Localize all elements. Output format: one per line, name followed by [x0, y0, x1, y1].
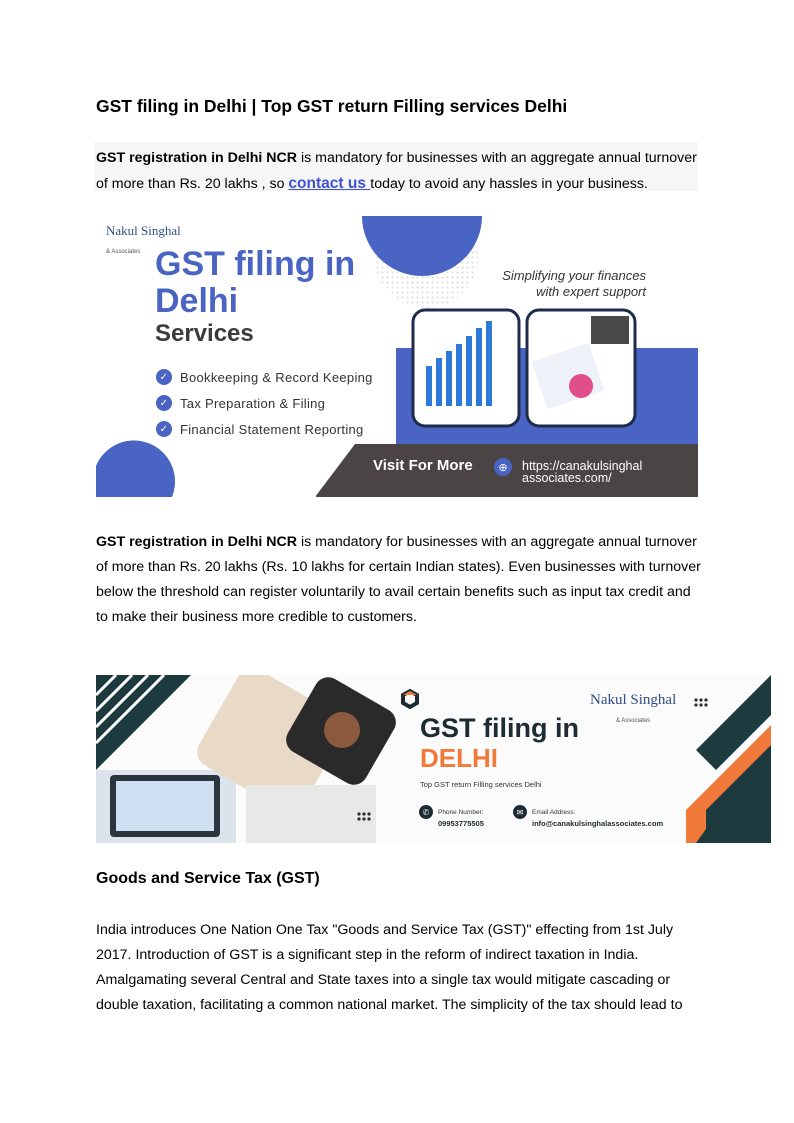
- url-line-1: https://canakulsinghal: [522, 459, 643, 473]
- tagline-line-2: with expert support: [536, 284, 646, 299]
- registration-paragraph: [96, 530, 716, 630]
- gst-line-1: India introduces One Nation One Tax "Goods and Service Tax (GST)" effecting from 1st July: [96, 922, 674, 938]
- gst-line-4: double taxation, facilitating a common national market. The simplicity of the tax should lead to: [96, 997, 683, 1013]
- intro-text-3: today to avoid any hassles in your business.: [370, 176, 648, 192]
- gst-line-2: 2017. Introduction of GST is a significant step in the reform of indirect taxation in India.: [96, 947, 639, 963]
- gst-line-3: Amalgamating several Central and State taxes into a single tax would mitigate cascading or: [96, 972, 671, 988]
- title-line-1: GST filing in: [155, 245, 356, 283]
- phone-number[interactable]: 09953775505: [438, 819, 484, 828]
- gst-paragraph: [96, 918, 716, 1018]
- banner2-title: GST filing in: [420, 713, 579, 743]
- page-title: GST filing in Delhi | Top GST return Filling services Delhi: [96, 96, 568, 116]
- email-address[interactable]: info@canakulsinghalassociates.com: [532, 819, 664, 828]
- check-icon: ✓: [156, 395, 172, 411]
- tagline-line-1: Simplifying your finances: [502, 268, 646, 283]
- para2-bold: GST registration in Delhi NCR: [96, 534, 298, 550]
- visit-for-more: Visit For More: [373, 457, 473, 474]
- banner2-subtitle: Top GST return Filling services Delhi: [420, 780, 542, 789]
- gst-delhi-banner: [96, 675, 771, 843]
- service-label: Bookkeeping & Record Keeping: [180, 369, 373, 385]
- para2-line-2: of more than Rs. 20 lakhs (Rs. 10 lakhs for certain Indian states). Even businesses with turnover: [96, 559, 701, 575]
- nakul-logo-2: [590, 691, 676, 727]
- service-item: [156, 416, 373, 442]
- banner1-title: [155, 246, 355, 320]
- check-icon: ✓: [156, 421, 172, 437]
- gst-services-banner: [96, 216, 698, 497]
- services-list: [156, 364, 373, 442]
- logo-subtext: & Associates: [615, 718, 651, 724]
- check-icon: ✓: [156, 369, 172, 385]
- phone-icon: ✆: [419, 805, 433, 819]
- email-label: Email Address:: [532, 809, 576, 816]
- logo-text: Nakul Singhal: [106, 223, 181, 238]
- section-heading: Goods and Service Tax (GST): [96, 870, 320, 887]
- email-block: [532, 805, 663, 828]
- intro-paragraph: [96, 146, 716, 197]
- banner1-subtitle: Services: [155, 320, 254, 347]
- para2-line-1: is mandatory for businesses with an aggregate annual turnover: [297, 534, 697, 550]
- service-item: [156, 390, 373, 416]
- tagline: [456, 268, 646, 300]
- logo-subtext: & Associates: [106, 249, 141, 255]
- email-icon: ✉: [513, 805, 527, 819]
- url-line-2: associates.com/: [522, 471, 612, 485]
- intro-text-2: of more than Rs. 20 lakhs , so: [96, 176, 289, 192]
- title-line-2: Delhi: [155, 282, 239, 320]
- intro-bold: GST registration in Delhi NCR: [96, 150, 298, 166]
- intro-text: is mandatory for businesses with an aggregate annual turnover: [297, 150, 697, 166]
- service-label: Tax Preparation & Filing: [180, 395, 326, 411]
- para2-line-3: below the threshold can register voluntarily to avail certain benefits such as input tax credit and: [96, 584, 691, 600]
- banner2-delhi: DELHI: [420, 743, 498, 773]
- phone-block: [438, 805, 484, 828]
- contact-us-link[interactable]: contact us: [288, 175, 371, 192]
- service-item: [156, 364, 373, 390]
- para2-line-4: to make their business more credible to customers.: [96, 609, 417, 625]
- website-url[interactable]: [522, 460, 642, 484]
- phone-label: Phone Number:: [438, 809, 484, 816]
- service-label: Financial Statement Reporting: [180, 421, 364, 437]
- footer-corner: [315, 444, 355, 497]
- logo-text: Nakul Singhal: [590, 692, 677, 708]
- globe-icon: ⊕: [494, 458, 512, 476]
